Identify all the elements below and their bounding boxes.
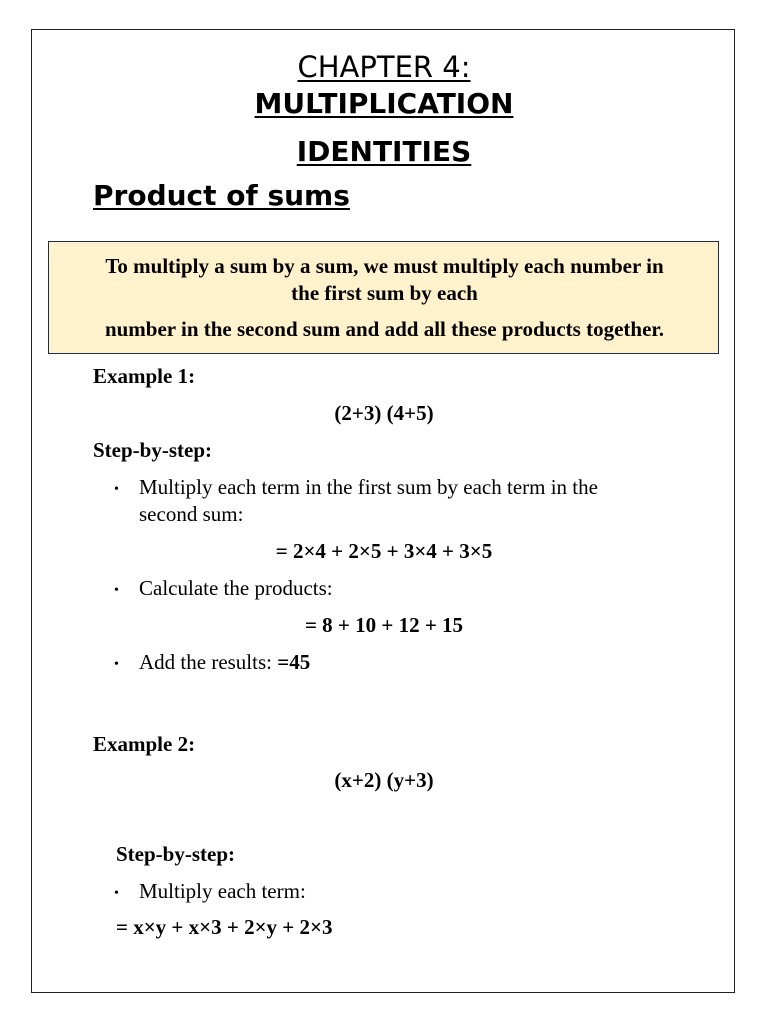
- bullet-icon: •: [114, 886, 119, 901]
- example-1-step-1-line-2: second sum:: [139, 502, 244, 526]
- bullet-icon: •: [114, 657, 119, 672]
- example-1-label: Example 1:: [93, 364, 196, 388]
- rule-box: [48, 241, 719, 354]
- rule-line-2: the first sum by each: [291, 281, 478, 305]
- bullet-icon: •: [114, 482, 119, 497]
- section-heading: Product of sums: [93, 179, 350, 212]
- chapter-subtitle-line1: MULTIPLICATION: [254, 87, 514, 120]
- example-2-step-1-result: = x×y + x×3 + 2×y + 2×3: [116, 915, 333, 939]
- chapter-title: CHAPTER 4:: [297, 50, 471, 84]
- example-1-step-1-line-1: Multiply each term in the first sum by each term in the: [139, 475, 598, 499]
- example-1-step-3: [139, 649, 310, 676]
- bullet-icon: •: [114, 583, 119, 598]
- example-1-step-3-text: Add the results:: [139, 650, 278, 674]
- example-1-step-1-result: = 2×4 + 2×5 + 3×4 + 3×5: [275, 539, 493, 563]
- example-1-step-2-result: = 8 + 10 + 12 + 15: [304, 613, 464, 637]
- example-2-label: Example 2:: [93, 732, 196, 756]
- example-1-step-2-text: Calculate the products:: [139, 576, 333, 600]
- rule-line-1: To multiply a sum by a sum, we must multiply each number in: [105, 254, 664, 278]
- rule-line-3: number in the second sum and add all these products together.: [104, 317, 665, 341]
- example-1-expression: (2+3) (4+5): [334, 401, 434, 425]
- example-2-steps-label: Step-by-step:: [116, 842, 235, 866]
- example-2-step-1-text: Multiply each term:: [139, 879, 306, 903]
- example-1-step-3-result: =45: [277, 650, 311, 674]
- example-2-expression: (x+2) (y+3): [334, 768, 434, 792]
- example-1-steps-label: Step-by-step:: [93, 438, 212, 462]
- chapter-subtitle-line2: IDENTITIES: [296, 135, 472, 168]
